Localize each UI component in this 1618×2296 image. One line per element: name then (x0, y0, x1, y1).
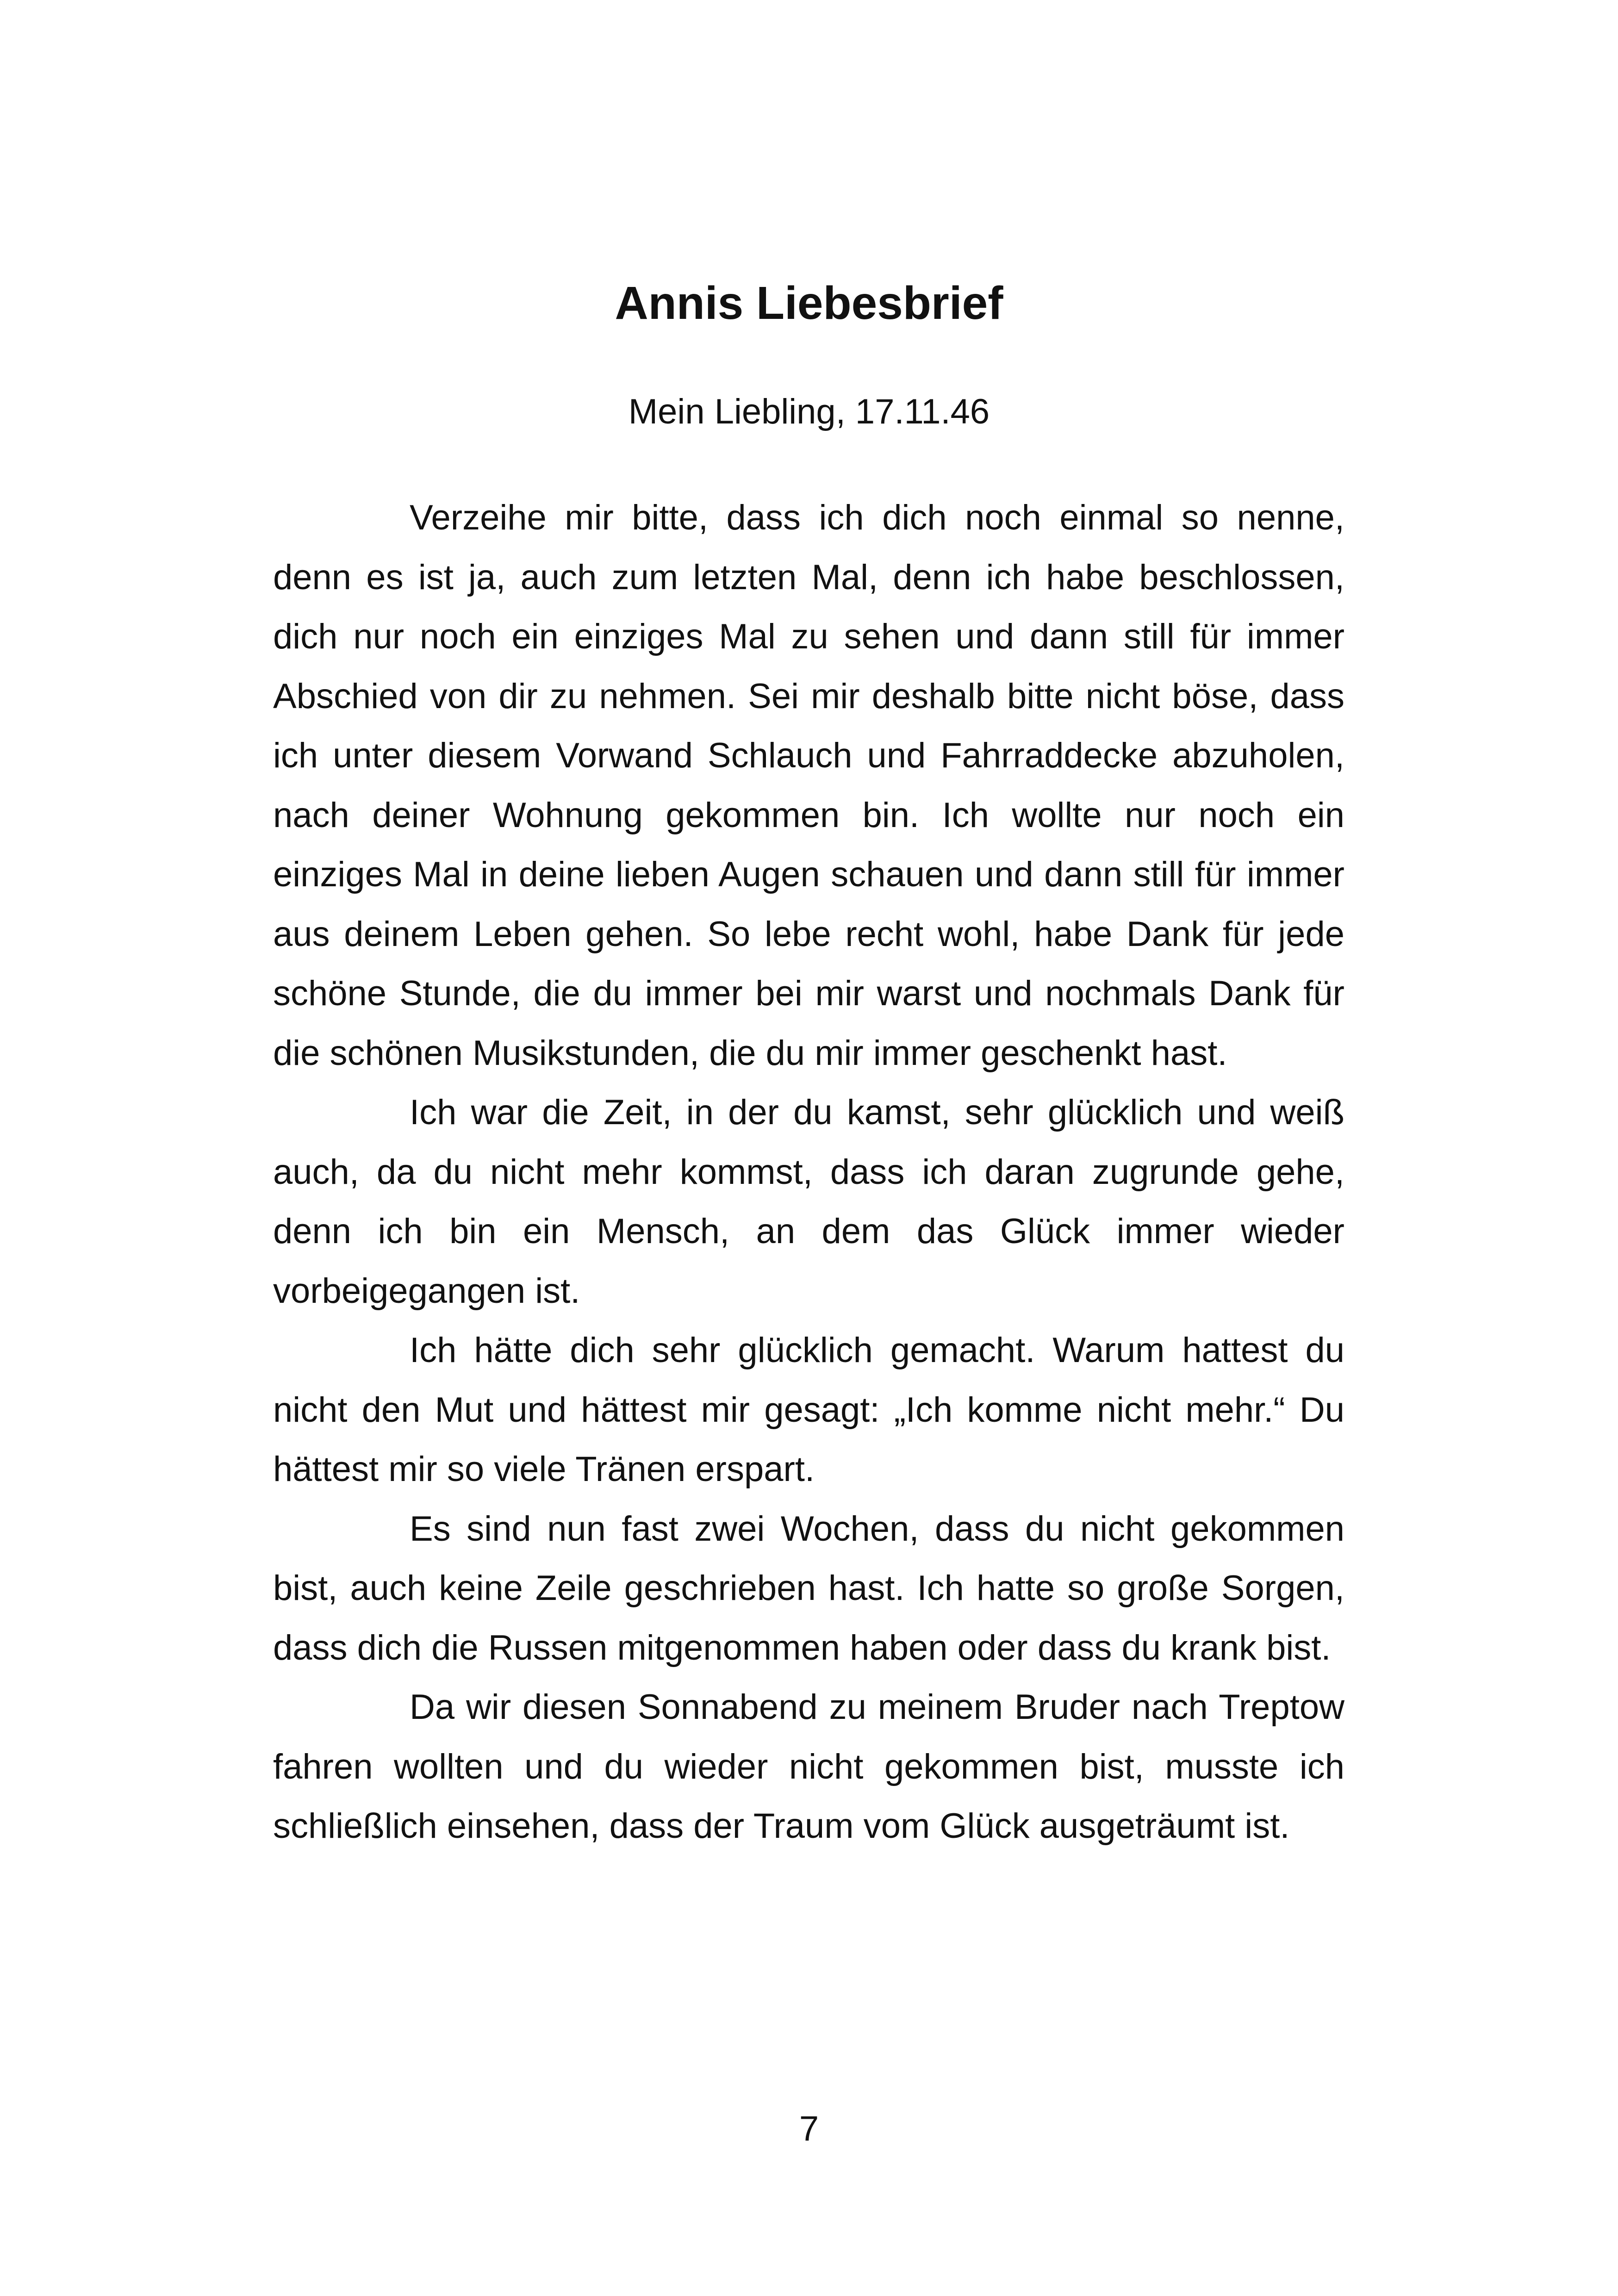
letter-salutation: Mein Liebling, 17.11.46 (628, 392, 990, 431)
paragraph-4: Es sind nun fast zwei Wochen, dass du nicht gekommen bist, auch keine Zeile geschrieben hast. Ich hatte so große Sorgen, dass dich die Russen mitgenommen haben oder dass du krank bist. (273, 1509, 1344, 1668)
paragraph-5: Da wir diesen Sonnabend zu meinem Bruder nach Treptow fahren wollten und du wieder nicht gekommen bist, musste ich schließlich einsehen, dass der Traum vom Glück ausgeträumt ist. (273, 1687, 1344, 1846)
letter-body (273, 488, 1344, 1856)
paragraph-1: Verzeihe mir bitte, dass ich dich noch einmal so nenne, denn es ist ja, auch zum letzten Mal, denn ich habe beschlossen, dich nur noch ein einziges Mal zu sehen und dann still für immer Abschied von dir zu nehmen. Sei mir deshalb bitte nicht böse, dass ich unter diesem Vorwand Schlauch und Fahrraddecke abzuholen, nach deiner Wohnung gekommen bin. Ich wollte nur noch ein einziges Mal in deine lieben Augen schauen und dann still für immer aus deinem Leben gehen. So lebe recht wohl, habe Dank für jede schöne Stunde, die du immer bei mir warst und nochmals Dank für die schönen Musikstunden, die du mir immer geschenkt hast. (273, 498, 1344, 1073)
paragraph-2: Ich war die Zeit, in der du kamst, sehr glücklich und weiß auch, da du nicht mehr kommst, dass ich daran zugrunde gehe, denn ich bin ein Mensch, an dem das Glück immer wieder vorbeigegangen ist. (273, 1093, 1344, 1311)
page-number: 7 (799, 2109, 819, 2148)
paragraph-3: Ich hätte dich sehr glücklich gemacht. Warum hattest du nicht den Mut und hättest mir gesagt: „Ich komme nicht mehr.“ Du hättest mir so viele Tränen erspart. (273, 1331, 1344, 1489)
letter-title: Annis Liebesbrief (615, 277, 1003, 329)
